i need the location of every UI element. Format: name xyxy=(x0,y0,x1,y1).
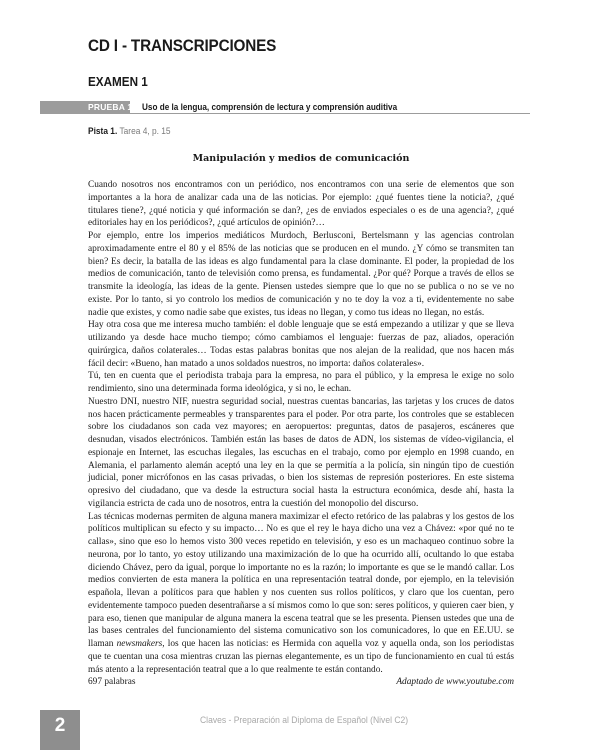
paragraph: Tú, ten en cuenta que el periodista trabaja para la empresa, no para el público, y la empresa le exige no solo rendimiento, sino una determinada forma ideológica, y si no, le echan. xyxy=(88,371,514,394)
page-number-box xyxy=(40,710,80,750)
paragraph: Hay otra cosa que me interesa mucho también: el doble lenguaje que se está empezando a utilizar y que se lleva utilizando ya desde hace mucho tiempo; cómo cambiamos el lenguaje: fuerzas de paz, aliados, operación quirúrgica, daños colaterales… Todas estas palabras bonitas que nos alejan de la realidad, que nos hacen más fácil decir: «Bueno, han matado a unos soldados nuestros, no importa: daños colaterales». xyxy=(88,320,514,369)
article-heading: Manipulación y medios de comunicación xyxy=(192,153,410,164)
track-label: Pista 1. xyxy=(88,126,118,137)
page-number: 2 xyxy=(54,715,66,736)
prueba-banner xyxy=(40,101,530,114)
document-title: CD I - TRANSCRIPCIONES xyxy=(88,36,277,55)
track-task: Tarea 4, p. 15 xyxy=(119,126,171,137)
word-count: 697 palabras xyxy=(88,677,136,688)
footer-text: Claves - Preparación al Diploma de Español (Nivel C2) xyxy=(200,715,409,726)
source-note: Adaptado de www.youtube.com xyxy=(396,677,514,688)
paragraph: Nuestro DNI, nuestro NIF, nuestra seguridad social, nuestras cuentas bancarias, las tarjetas y los cruces de datos nos hacen prácticamente permeables y transparentes para el poder. Por otra parte, los controles que se establecen sobre los ciudadanos son cada vez mayores; en aeropuertos: preguntas, datos de pasajeros, escáneres que desnudan, visados electrónicos. También están las bases de datos de ADN, los sistemas de vídeo-vigilancia, el espionaje en Internet, las escuchas ilegales, las escuchas en el trabajo, como por ejemplo en 1998 cuando, en Alemania, el parlamento alemán aceptó una ley en la que se permitía a la policía, sin ningún tipo de cuestión judicial, poner micrófonos en las casas privadas, o bien los sistemas de represión posteriores. En este sistema opresivo del ciudadano, que va desde la estructura social hasta la estructura económica, desde ahí, hasta la vigilancia estricta de cada uno de nosotros, entra la cuestión del monopolio del discurso. xyxy=(88,396,514,509)
paragraph: Cuando nosotros nos encontramos con un periódico, nos encontramos con una serie de elementos que son importantes a la hora de analizar cada una de las noticias. Por ejemplo: ¿qué fuentes tiene la noticia?, ¿qué titulares tiene?, ¿qué noticia y qué información se dan?, ¿es de enviados especiales o es de una agencia?, ¿qué editoriales hay en los periódicos?, ¿qué artículos de opinión?… xyxy=(88,180,514,229)
track-reference xyxy=(88,126,171,137)
prueba-title: Uso de la lengua, comprensión de lectura y comprensión auditiva xyxy=(142,102,398,113)
exam-title: EXAMEN 1 xyxy=(88,74,148,89)
article-footer xyxy=(88,676,514,689)
prueba-tag: PRUEBA 1 xyxy=(88,102,133,112)
paragraph: Por ejemplo, entre los imperios mediáticos Murdoch, Berlusconi, Bertelsmann y las agencias controlan aproximadamente entre el 80 y el 85% de las noticias que se producen en el mundo. ¿Y cómo se transmiten tan bien? Es decir, la batalla de las ideas es algo fundamental para la clase dominante. El poder, la propiedad de los medios de comunicación, tanto de televisión como prensa, es fundamental. ¿Por qué? Porque a través de ellos se transmite la ideología, las ideas de la gente. Piensen ustedes siempre que lo que no se publica o no se ve no existe. Por lo tanto, si yo controlo los medios de comunicación y no te doy la voz a ti, evidentemente no sabe nadie que existes, y como nadie sabe que existes, tus ideas no llegan, y como tus ideas no llegan, no estás. xyxy=(88,231,514,318)
paragraph: Las técnicas modernas permiten de alguna manera maximizar el efecto retórico de las palabras y los gestos de los políticos multiplican su efecto y su impacto… No es que el rey le haya dicho una vez a Chávez: «por qué no te callas», sino que eso lo hemos visto 300 veces repetido en televisión, y eso es un machaqueo continuo sobre la neurona, por lo tanto, yo estoy utilizando una maximización de lo que ha ocurrido allí, ocultando lo que estaba diciendo Chávez, pero da igual, porque lo importante no es la razón; lo importante es que se le mandó callar. Los medios convierten de esta manera la política en una representación teatral donde, por ejemplo, en la televisión española, llevan a políticos para que hablen y nos cuenten sus rollos políticos, y claro que los cuentan, pero evidentemente tampoco pueden desentrañarse a sí mismos como lo que son: seres políticos, y quieren caer bien, y para eso, tienen que manipular de alguna manera la escena teatral que se les presenta. Piensen ustedes que una de las bases centrales del funcionamiento del sistema comunicativo son los comunicadores, lo que en EE.UU. se llaman newsmakers, los que hacen las noticias: es Hermida con aquella voz y aquella onda, son los periodistas que te cuentan una cosa mientras cruzan las piernas elegantemente, es un tipo de funcionamiento en cual tú estás más atento a la representación teatral que a lo que realmente te están contando. xyxy=(88,511,514,675)
article-body xyxy=(88,179,514,689)
